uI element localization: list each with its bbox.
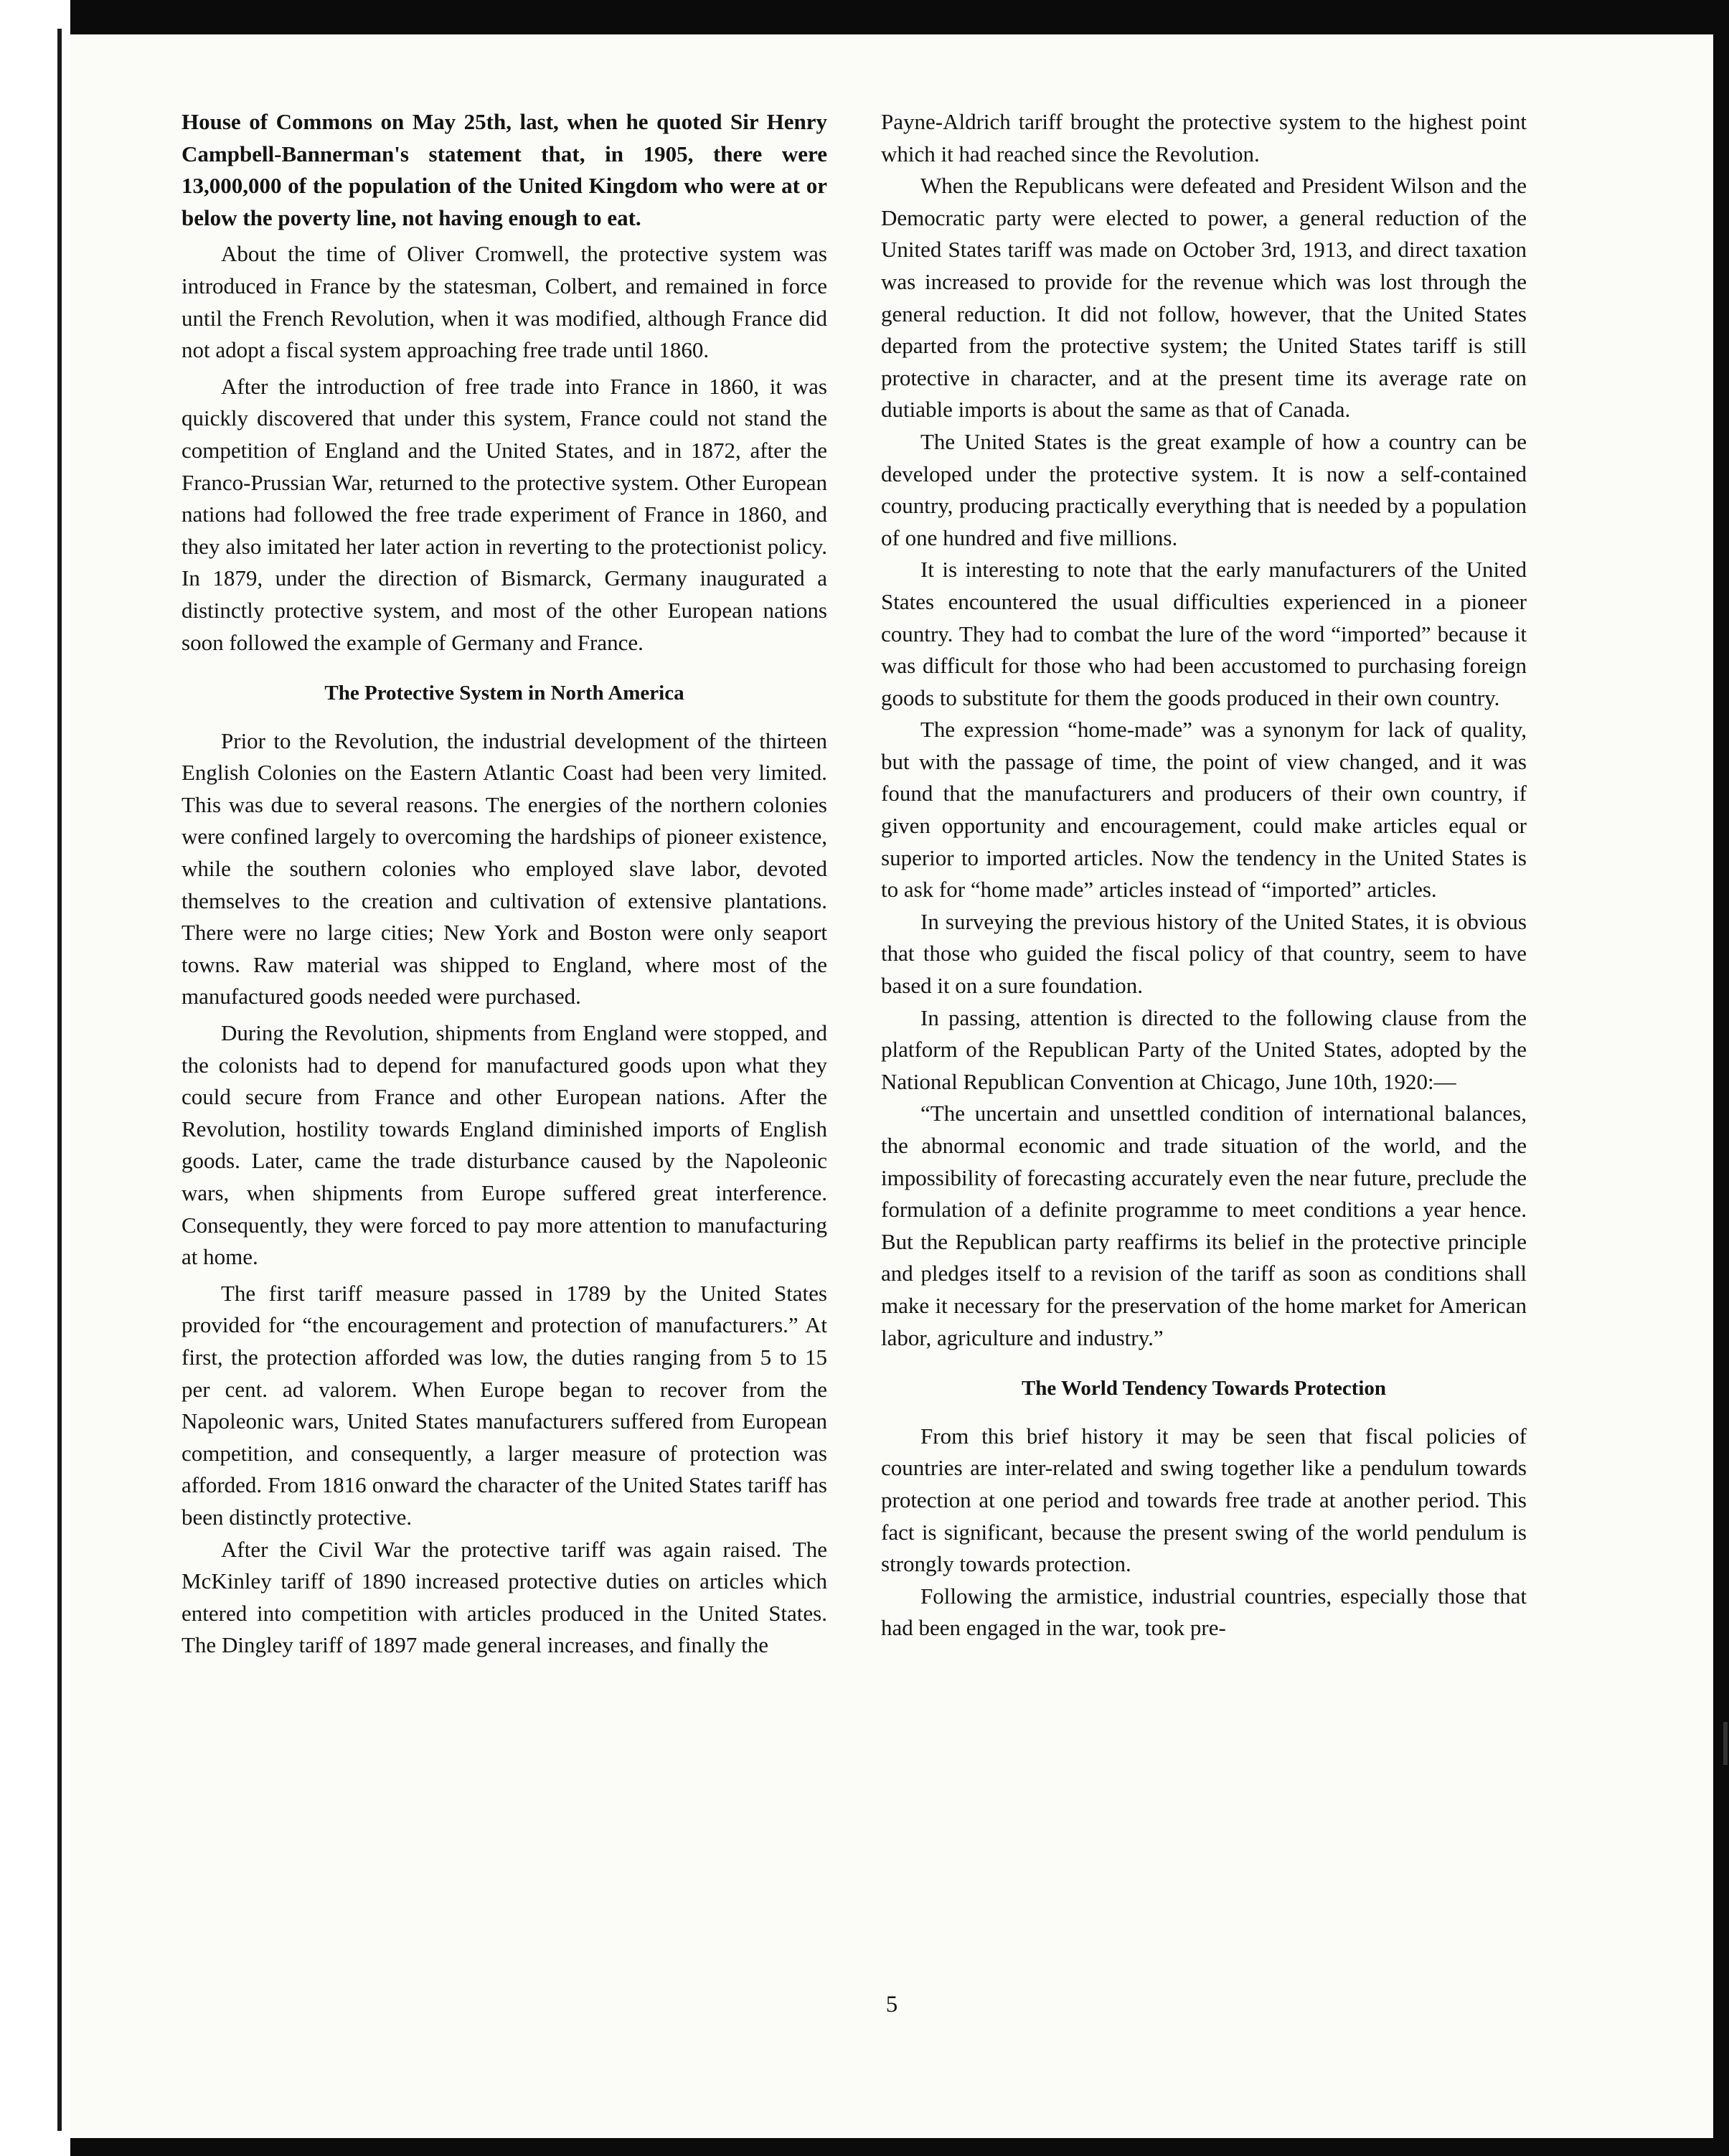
quotation: “The uncertain and unsettled condition of international balances, the abnormal economic and trade situation of the world, and the impossibility of forecasting accurately even the near future, preclude the formulation of a definite programme to meet conditions a year hence. But the Republican party reaffirms its belief in the protective principle and pledges itself to a revision of the tariff as soon as conditions shall make it necessary for the preservation of the home market for American labor, agriculture and industry.” (881, 1101, 1527, 1350)
binding-margin (0, 0, 70, 2156)
binding-line (57, 29, 62, 2131)
scan-edge-mark (1723, 1722, 1728, 1765)
paragraph: The United States is the great example of how a country can be developed under the protective system. It is now a self-contained country, producing practically everything that is needed by a population of one hundred and five millions. (881, 428, 1527, 550)
paragraph: Payne-Aldrich tariff brought the protective system to the highest point which it had reached since the Revolution. (881, 109, 1527, 166)
paragraph: About the time of Oliver Cromwell, the protective system was introduced in France by the statesman, Colbert, and remained in force until the French Revolution, when it was modified, although France did not adopt a fiscal system approaching free trade until 1860. (182, 241, 827, 363)
paragraph: After the Civil War the protective tariff was again raised. The McKinley tariff of 1890 increased protective duties on articles which entered into competition with articles produced in the United States. The Dingley tariff of 1897 made general increases, and finally the (182, 1536, 827, 1658)
paragraph: During the Revolution, shipments from England were stopped, and the colonists had to depend for manufactured goods upon what they could secure from France and other European nations. After the Revolution, hostility towards England diminished imports of English goods. Later, came the trade disturbance caused by the Napoleonic wars, when shipments from Europe suffered great interference. Consequently, they were forced to pay more attention to manufacturing at home. (182, 1020, 827, 1270)
right-column (881, 106, 1527, 1644)
paragraph: House of Commons on May 25th, last, when he quoted Sir Henry Campbell-Bannerman's statement that, in 1905, there were 13,000,000 of the population of the United Kingdom who were at or below the poverty line, not having enough to eat. (182, 109, 827, 230)
left-column (182, 106, 827, 1662)
paragraph: In surveying the previous history of the United States, it is obvious that those who guided the fiscal policy of that country, seem to have based it on a sure foundation. (881, 908, 1527, 999)
paragraph: The expression “home-made” was a synonym for lack of quality, but with the passage of time, the point of view changed, and it was found that the manufacturers and producers of their own country, if given opportunity and encouragement, could make articles equal or superior to imported articles. Now the tendency in the United States is to ask for “home made” articles instead of “imported” articles. (881, 717, 1527, 903)
section-heading: The World Tendency Towards Protection (1021, 1377, 1387, 1401)
paragraph: Following the armistice, industrial countries, especially those that had been engaged in the war, took pre- (881, 1583, 1527, 1641)
paragraph: Prior to the Revolution, the industrial development of the thirteen English Colonies on the Eastern Atlantic Coast had been very limited. This was due to several reasons. The energies of the northern colonies were confined largely to overcoming the hardships of pioneer existence, while the southern colonies who employed slave labor, devoted themselves to the creation and cultivation of extensive plantations. There were no large cities; New York and Boston were only seaport towns. Raw material was shipped to England, where most of the manufactured goods needed were purchased. (182, 728, 827, 1009)
paragraph: When the Republicans were defeated and President Wilson and the Democratic party were elected to power, a general reduction of the United States tariff was made on October 3rd, 1913, and direct taxation was increased to provide for the revenue which was lost through the general reduction. It did not follow, however, that the United States departed from the protective system; the United States tariff is still protective in character, and at the present time its average rate on dutiable imports is about the same as that of Canada. (881, 173, 1527, 423)
paragraph: It is interesting to note that the early manufacturers of the United States encountered the usual difficulties experienced in a pioneer country. They had to combat the lure of the word “imported” because it was difficult for those who had been accustomed to purchasing foreign goods to substitute for them the goods produced in their own country. (881, 557, 1527, 710)
paragraph: After the introduction of free trade into France in 1860, it was quickly discovered that under this system, France could not stand the competition of England and the United States, and in 1872, after the Franco-Prussian War, returned to the protective system. Other European nations had followed the free trade experiment of France in 1860, and they also imitated her later action in reverting to the protectionist policy. In 1879, under the direction of Bismarck, Germany inaugurated a distinctly protective system, and most of the other European nations soon followed the example of Germany and France. (182, 373, 827, 655)
paragraph: In passing, attention is directed to the following clause from the platform of the Republican Party of the United States, adopted by the National Republican Convention at Chicago, June 10th, 1920:— (881, 1004, 1527, 1094)
paragraph: From this brief history it may be seen that fiscal policies of countries are inter-related and swing together like a pendulum towards protection at one period and towards free trade at another period. This fact is significant, because the present swing of the world pendulum is strongly towards protection. (881, 1423, 1527, 1577)
paragraph: The first tariff measure passed in 1789 by the United States provided for “the encouragement and protection of manufacturers.” At first, the protection afforded was low, the duties ranging from 5 to 15 per cent. ad valorem. When Europe began to recover from the Napoleonic wars, United States manufacturers suffered from European competition, and consequently, a larger measure of protection was afforded. From 1816 onward the character of the United States tariff has been distinctly protective. (182, 1280, 827, 1530)
page-number: 5 (885, 1992, 898, 2018)
section-heading: The Protective System in North America (324, 682, 684, 705)
document-page (70, 34, 1713, 2138)
